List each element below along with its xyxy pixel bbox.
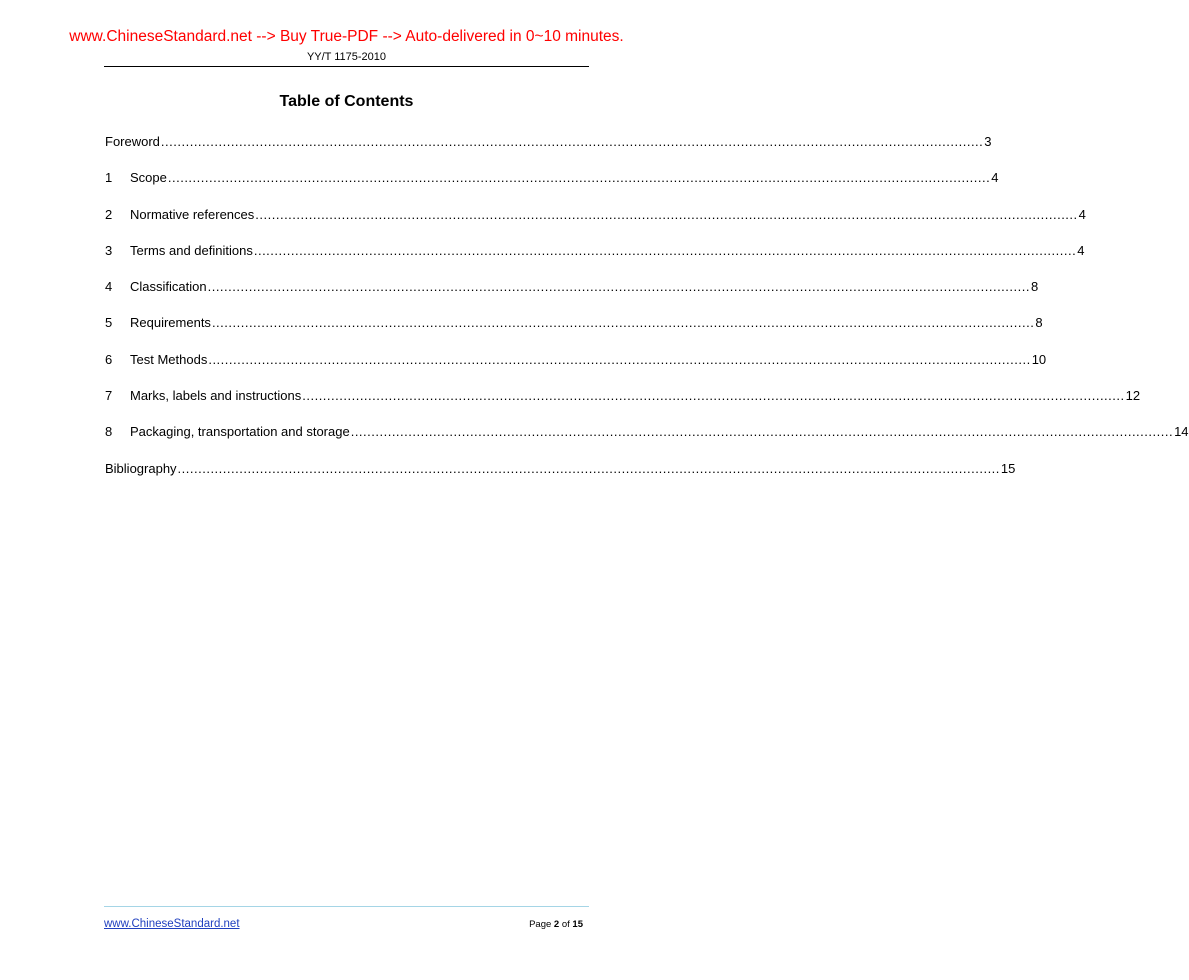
toc-entry-number: 8 [105, 424, 113, 440]
toc-entry-foreword[interactable] [105, 133, 992, 169]
toc-entry-number: 2 [105, 206, 113, 222]
toc-leader-dots: ........................................................................................................................................................................................................ [255, 206, 1078, 222]
toc-leader-dots: ........................................................................................................................................................................................................ [208, 351, 1031, 367]
page-number [529, 918, 583, 931]
toc-entry-marks-labels-instructions[interactable] [105, 387, 1141, 423]
toc-entry-number: 1 [105, 170, 113, 186]
header-divider [104, 66, 589, 67]
toc-entry-label: Normative references [130, 206, 255, 222]
toc-entry-page: 3 [984, 134, 992, 149]
toc-leader-dots: ........................................................................................................................................................................................................ [177, 460, 1000, 476]
toc-leader-dots: ........................................................................................................................................................................................................ [253, 242, 1077, 258]
toc-entry-page: 12 [1125, 388, 1141, 404]
footer-website-link[interactable]: www.ChineseStandard.net [104, 918, 240, 930]
page-prefix: Page [529, 919, 552, 930]
promo-banner[interactable]: www.ChineseStandard.net --> Buy True-PDF --> Auto-delivered in 0~10 minutes. [69, 28, 624, 45]
toc-leader-dots: ........................................................................................................................................................................................................ [350, 424, 1174, 440]
toc-entry-label: Terms and definitions [130, 242, 253, 258]
toc-leader-dots: ........................................................................................................................................................................................................ [167, 170, 991, 186]
toc-entry-label: Packaging, transportation and storage [130, 424, 350, 440]
footer-divider [104, 906, 589, 907]
toc-entry-terms-and-definitions[interactable] [105, 242, 1085, 278]
toc-entry-test-methods[interactable] [105, 351, 1047, 387]
toc-entry-requirements[interactable] [105, 314, 1043, 350]
toc-entry-page: 4 [991, 170, 999, 186]
toc-entry-page: 8 [1035, 315, 1043, 331]
toc-entry-page: 14 [1174, 424, 1189, 440]
page-current: 2 [553, 919, 560, 930]
toc-leader-dots: ........................................................................................................................................................................................................ [302, 388, 1125, 404]
toc-entry-number: 6 [105, 351, 113, 367]
toc-entry-label: Bibliography [105, 460, 177, 476]
toc-entry-scope[interactable] [105, 169, 999, 205]
toc-entry-number: 4 [105, 279, 113, 295]
toc-entry-label: Test Methods [130, 351, 208, 367]
page-of: of [561, 919, 570, 930]
toc-entry-label: Scope [130, 170, 167, 186]
toc-entry-number: 3 [105, 242, 113, 258]
toc-leader-dots: ........................................................................................................................................................................................................ [160, 134, 984, 149]
toc-entry-packaging-transportation-storage[interactable] [105, 423, 1189, 459]
toc-list [105, 133, 1189, 496]
toc-entry-number: 7 [105, 388, 113, 404]
toc-entry-label: Classification [130, 279, 207, 295]
toc-entry-page: 4 [1077, 242, 1085, 258]
toc-entry-label: Marks, labels and instructions [130, 388, 302, 404]
toc-entry-normative-references[interactable] [105, 206, 1086, 242]
page-total: 15 [572, 919, 583, 930]
toc-entry-label: Foreword [105, 134, 160, 149]
toc-entry-label: Requirements [130, 315, 211, 331]
toc-entry-page: 4 [1078, 206, 1086, 222]
toc-entry-number: 5 [105, 315, 113, 331]
toc-entry-classification[interactable] [105, 278, 1039, 314]
toc-leader-dots: ........................................................................................................................................................................................................ [207, 279, 1030, 295]
toc-entry-page: 15 [1000, 460, 1016, 476]
toc-entry-bibliography[interactable] [105, 460, 1016, 496]
toc-entry-page: 10 [1031, 351, 1047, 367]
page-title: Table of Contents [279, 93, 414, 110]
document-code: YY/T 1175-2010 [306, 51, 387, 63]
toc-leader-dots: ........................................................................................................................................................................................................ [211, 315, 1035, 331]
toc-entry-page: 8 [1030, 279, 1039, 295]
